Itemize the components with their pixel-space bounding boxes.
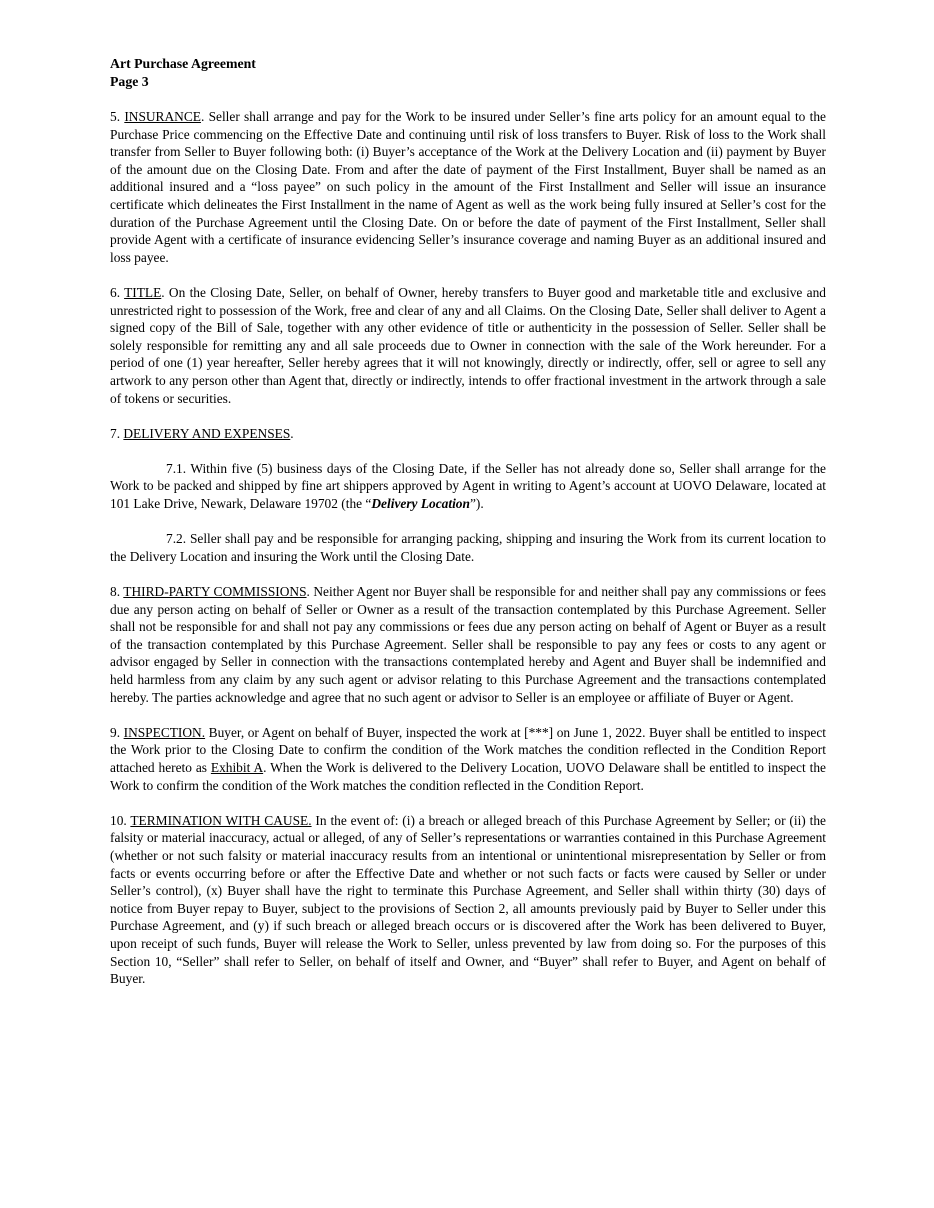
section-5-insurance: [110, 108, 826, 266]
document-page: [110, 55, 826, 988]
section-6-title: [110, 284, 826, 407]
section-10-number: 10.: [110, 812, 131, 828]
section-7-delivery-heading: [110, 425, 826, 443]
section-8-number: 8.: [110, 584, 124, 600]
delivery-location-term: Delivery Location: [371, 496, 470, 512]
section-6-text: . On the Closing Date, Seller, on behalf of Owner, hereby transfers to Buyer good and marketable title and exclusive and unrestricted right to possession of the Work, free and clear of any and all Claims. On the Closing Date, Seller shall deliver to Agent a signed copy of the Bill of Sale, together with any other evidence of title or authenticity in the possession of Seller. Seller shall be solely responsible for remitting any and all sale proceeds due to Owner in connection with the sale of the Work hereunder. For a period of one (1) year hereafter, Seller hereby agrees that it will not knowingly, directly or indirectly, offer, sell or agree to sell any artwork to any person other than Agent that, directly or indirectly, intends to offer fractional investment in the artwork through a sale of tokens or securities.: [110, 284, 826, 406]
section-10-termination: [110, 812, 826, 988]
section-5-number: 5.: [110, 109, 125, 124]
document-title: Art Purchase Agreement: [110, 56, 256, 71]
section-9-heading: INSPECTION.: [123, 724, 206, 740]
section-9-text-b: . When the Work is delivered to the Delivery Location, UOVO Delaware shall be entitled to inspect the Work to confirm the condition of the Work matches the condition reflected in the Condition Report.: [110, 759, 826, 793]
section-10-heading: TERMINATION WITH CAUSE.: [130, 812, 312, 828]
section-7-1-end: ”).: [469, 496, 484, 512]
section-7-2: 7.2. Seller shall pay and be responsible for arranging packing, shipping and insuring the Work from its current location to the Delivery Location and insuring the Work until the Closing Date.: [110, 531, 826, 564]
section-5-heading: INSURANCE: [124, 109, 201, 124]
page-number: Page 3: [110, 74, 149, 89]
section-7-number: 7.: [110, 425, 124, 441]
section-10-text: In the event of: (i) a breach or alleged breach of this Purchase Agreement by Seller; or (ii) the falsity or material inaccuracy, actual or alleged, of any of Seller’s representations or warranties contained in this Purchase Agreement (whether or not such falsity or material inaccuracy results from an intentional or unintentional misrepresentation by Seller or from facts or events occurring before or after the Effective Date and whether or not such facts or facts were caused by Seller or under Seller’s control), (x) Buyer shall have the right to terminate this Purchase Agreement, and Seller shall within thirty (30) days of notice from Buyer repay to Buyer, subject to the provisions of Section 2, all amounts previously paid by Buyer to Seller under this Purchase Agreement, and (y) if such breach or alleged breach occurs or is discovered after the Work has been delivered to Buyer, upon receipt of such funds, Buyer will release the Work to Seller, unless prevented by law from doing so. For the purposes of this Section 10, “Seller” shall refer to Seller, on behalf of itself and Owner, and “Buyer” shall refer to Buyer, and Agent on behalf of Buyer.: [110, 812, 826, 987]
section-9-inspection: [110, 724, 826, 794]
section-7-heading-tail: .: [290, 425, 294, 441]
section-7-1: [110, 460, 826, 513]
section-9-text-a: Buyer, or Agent on behalf of Buyer, inspected the work at [***] on June 1, 2022. Buyer shall be entitled to inspect the Work prior to the Closing Date to confirm the condition of the Work matches the condition reflected in the Condition Report attached hereto as: [110, 724, 826, 775]
section-6-heading: TITLE: [124, 284, 162, 300]
section-7-1-text: 7.1. Within five (5) business days of the Closing Date, if the Seller has not already done so, Seller shall arrange for the Work to be packed and shipped by fine art shippers approved by Agent in writing to Agent’s account at UOVO Delaware, located at 101 Lake Drive, Newark, Delaware 19702 (the “: [110, 460, 826, 512]
exhibit-a-reference: Exhibit A: [210, 759, 264, 775]
section-7-heading: DELIVERY AND EXPENSES: [123, 425, 291, 441]
section-8-heading: THIRD-PARTY COMMISSIONS: [123, 584, 307, 600]
section-9-number: 9.: [110, 724, 124, 740]
section-5-text: . Seller shall arrange and pay for the Work to be insured under Seller’s fine arts policy for an amount equal to the Purchase Price commencing on the Effective Date and continuing until risk of loss transfers to Buyer. Risk of loss to the Work shall transfer from Seller to Buyer following both: (i) Buyer’s acceptance of the Work at the Delivery Location and (ii) payment by Buyer of the amount due on the Closing Date. From and after the date of payment of the First Installment, Buyer shall be named as an additional insured and a “loss payee” on such policy in the amount of the First Installment and Seller will issue an insurance certificate which delineates the First Installment in the name of Agent as well as the work being fully insured at Seller’s cost for the duration of the Purchase Agreement until the Closing Date. On or before the date of payment of the First Installment, Seller shall provide Agent with a certificate of insurance evidencing Seller’s insurance coverage and naming Buyer as an additional insured and loss payee.: [110, 109, 826, 265]
section-8-text: . Neither Agent nor Buyer shall be responsible for and neither shall pay any commissions or fees due any person acting on behalf of Seller or Owner as a result of the transaction contemplated by this Purchase Agreement. Seller shall not be responsible for and shall not pay any commissions or fees due any person acting on behalf of Agent or Buyer as a result of the transaction contemplated by this Purchase Agreement. Seller shall be responsible to pay any fees or costs to any agent or advisor engaged by Seller in connection with the transactions contemplated hereby and Agent and Buyer shall be indemnified and held harmless from any claim by any such agent or advisor relating to this Purchase Agreement and the transactions contemplated hereby. The parties acknowledge and agree that no such agent or advisor to Seller is an employee or affiliate of Buyer or Agent.: [110, 584, 826, 705]
document-header: [110, 55, 826, 91]
section-8-commissions: [110, 583, 826, 706]
section-6-number: 6.: [110, 284, 125, 300]
